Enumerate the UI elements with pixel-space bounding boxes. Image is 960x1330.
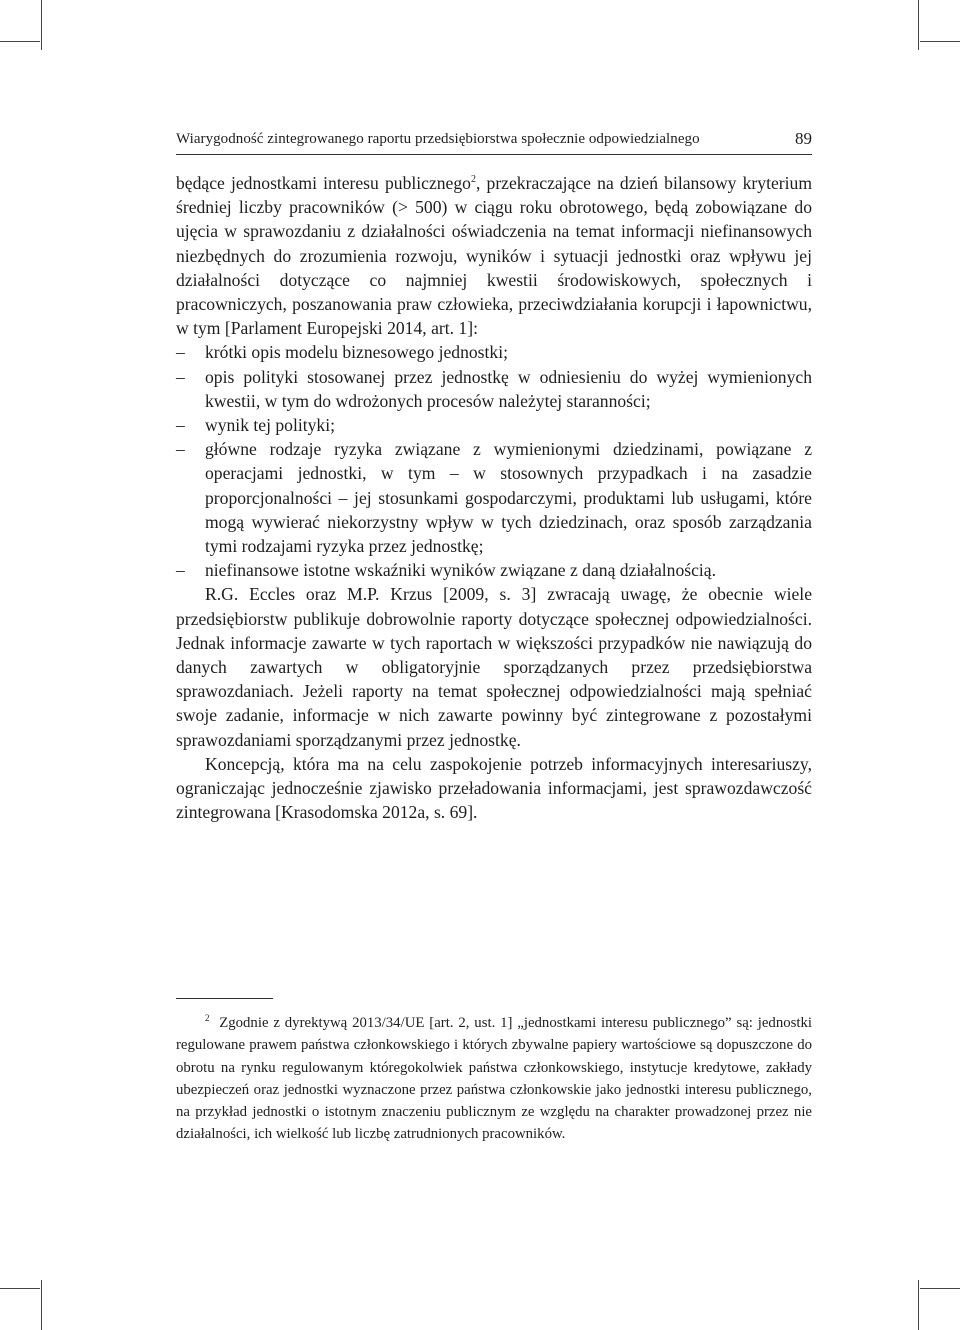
footnote-separator: [176, 998, 273, 999]
list-item-text: opis polityki stosowanej przez jednostkę w odniesieniu do wyżej wymienionych kwestii, w tym do wdrożonych procesów należytej staranności;: [205, 366, 812, 411]
dash-marker: –: [176, 439, 185, 460]
footnote-reference: 2: [470, 174, 476, 186]
paragraph-2: R.G. Eccles oraz M.P. Krzus [2009, s. 3] zwracają uwagę, że obecnie wiele przedsiębiorstw publikuje dobrowolnie raporty dotyczące społecznej odpowiedzialności. Jednak informacje zawarte w tych raportach w większości przypadków nie nawiązują do danych zawartych w obligatoryjnie sporządzanych przez przedsiębiorstwa sprawozdaniach. Jeżeli raporty na temat społecznej odpowiedzialności mają spełniać swoje zadanie, informacje w nich zawarte powinny być zintegrowane z pozostałymi sprawozdaniami sporządzanymi przez jednostkę.: [176, 584, 812, 750]
running-head-title: Wiarygodność zintegrowanego raportu przedsiębiorstwa społecznie odpowiedzialnego: [176, 131, 700, 147]
crop-mark-right-bottom: [920, 1288, 960, 1289]
crop-mark-bottom-right: [918, 1280, 919, 1330]
paragraph-1-rest: , przekraczające na dzień bilansowy kryterium średniej liczby pracowników (> 500) w ciągu roku obrotowego, będą zobowiązane do ujęcia w sprawozdaniu z działalności oświadczenia na temat informacji niefinansowych niezbędnych do zrozumienia rozwoju, wyników i sytuacji jednostki oraz wpływu jej działalności dotyczące co najmniej kwestii środowiskowych, społecznych i pracowniczych, poszanowania praw człowieka, przeciwdziałania korupcji i łapownictwu, w tym [Parlament Europejski 2014, art. 1]:: [176, 173, 812, 339]
dash-marker: –: [176, 342, 185, 363]
footnote-marker: 2: [205, 1013, 210, 1024]
list-item-text: wynik tej polityki;: [205, 415, 335, 436]
crop-mark-left-bottom: [0, 1288, 40, 1289]
running-head: [176, 128, 812, 155]
footnote: [176, 1012, 812, 1146]
crop-mark-bottom-left: [41, 1280, 42, 1330]
crop-mark-top-right: [918, 0, 919, 50]
list-item: [176, 365, 812, 413]
dash-marker: –: [176, 560, 185, 581]
dash-marker: –: [176, 415, 185, 436]
paragraph-1-start: będące jednostkami interesu publicznego: [176, 173, 471, 193]
list-item: [176, 558, 812, 582]
list-item: [176, 340, 812, 364]
main-text: [176, 171, 812, 824]
page-number: 89: [795, 129, 812, 148]
list-item-text: krótki opis modelu biznesowego jednostki;: [205, 342, 508, 363]
crop-mark-right-top: [920, 41, 960, 42]
list-item-text: główne rodzaje ryzyka związane z wymienionymi dziedzinami, powiązane z operacjami jednostki, w tym – w stosownych przypadkach i na zasadzie proporcjonalności – jej stosunkami gospodarczymi, produktami lub usługami, które mogą wywierać niekorzystny wpływ w tych dziedzinach, oraz sposób zarządzania tymi rodzajami ryzyka przez jednostkę;: [205, 439, 812, 557]
footnote-paragraph: [176, 1012, 812, 1146]
crop-mark-top-left: [41, 0, 42, 50]
list-item-text: niefinansowe istotne wskaźniki wyników związane z daną działalnością.: [205, 560, 717, 581]
dash-marker: –: [176, 366, 185, 387]
paragraph-3: Koncepcją, która ma na celu zaspokojenie potrzeb informacyjnych interesariuszy, ograniczając jednocześnie zjawisko przeładowania informacjami, jest sprawozdawczość zintegrowana [Krasodomska 2012a, s. 69].: [176, 753, 812, 823]
list-item: [176, 437, 812, 558]
crop-mark-left-top: [0, 41, 40, 42]
list-item: [176, 413, 812, 437]
paragraph-1: [176, 171, 812, 340]
footnote-text: Zgodnie z dyrektywą 2013/34/UE [art. 2, ust. 1] „jednostkami interesu publicznego” są: jednostki regulowane prawem państwa członkowskiego i których zbywalne papiery wartościowe są dopuszczone do obrotu na rynku regulowanym któregokolwiek państwa członkowskiego, instytucje kredytowe, zakłady ubezpieczeń oraz jednostki wyznaczone przez państwa członkowskie jako jednostki interesu publicznego, na przykład jednostki o istotnym znaczeniu publicznym ze względu na charakter prowadzonej przez nie działalności, ich wielkość lub liczbę zatrudnionych pracowników.: [176, 1015, 812, 1143]
requirements-list: [176, 340, 812, 582]
